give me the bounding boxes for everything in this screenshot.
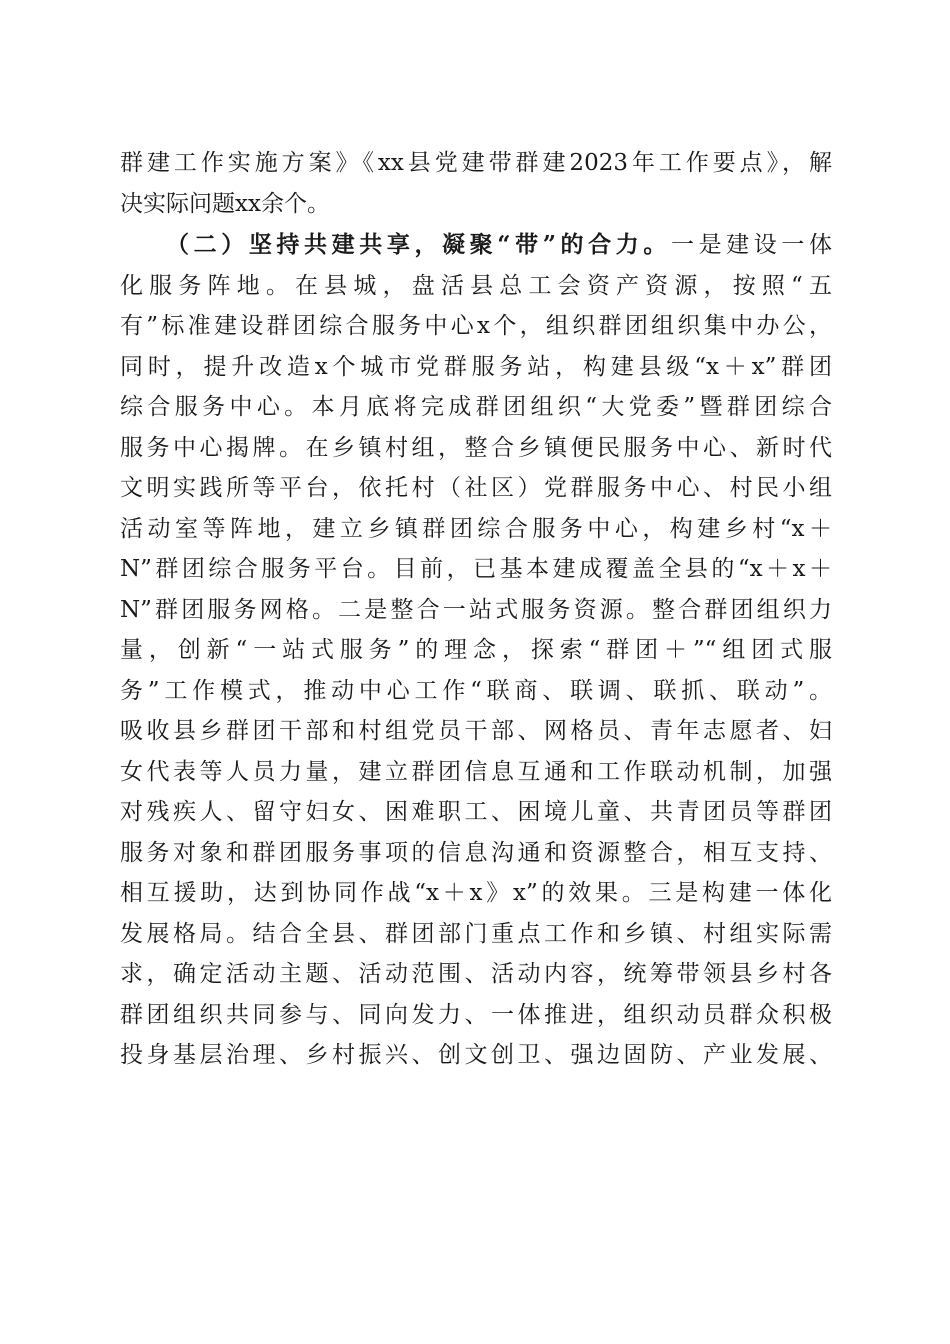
text-line: 同时，提升改造x个城市党群服务站，构建县级“x＋x”群团: [120, 353, 832, 380]
text-line: 求，确定活动主题、活动范围、活动内容，统筹带领县乡村各: [120, 961, 832, 987]
text-line: 群建工作实施方案》《xx县党建带群建2023年工作要点》，解: [120, 150, 832, 176]
paragraph-continuation: [120, 143, 832, 224]
text-line: 发展格局。结合全县、群团部门重点工作和乡镇、村组实际需: [120, 920, 832, 947]
text-line: 有”标准建设群团综合服务中心x个，组织群团组织集中办公，: [120, 313, 832, 339]
text-line: 量，创新“一站式服务”的理念，探索“群团＋”“组团式服: [120, 637, 832, 663]
text-line: 文明实践所等平台，依托村（社区）党群服务中心、村民小组: [120, 475, 832, 501]
section-heading: （二）坚持共建共享，凝聚“带”的合力。: [166, 231, 671, 258]
section-first-line: [120, 225, 832, 266]
text-line: 活动室等阵地，建立乡镇群团综合服务中心，构建乡村“x＋: [120, 515, 832, 542]
text-run: 一是建设一体: [670, 232, 832, 258]
text-line: 群团组织共同参与、同向发力、一体推进，组织动员群众积极: [120, 1001, 832, 1028]
text-line: 吸收县乡群团干部和村组党员干部、网格员、青年志愿者、妇: [120, 718, 832, 744]
text-line: N”群团服务网格。二是整合一站式服务资源。整合群团组织力: [120, 596, 832, 623]
text-line: 相互援助，达到协同作战“x＋x》x”的效果。三是构建一体化: [120, 880, 832, 906]
text-line: 对残疾人、留守妇女、困难职工、困境儿童、共青团员等群团: [120, 799, 832, 825]
text-line: N”群团综合服务平台。目前，已基本建成覆盖全县的“x＋x＋: [120, 556, 832, 582]
text-line: 决实际问题xx余个。: [120, 190, 330, 217]
text-line: 综合服务中心。本月底将完成群团组织“大党委”暨群团综合: [120, 394, 832, 420]
text-line: 服务中心揭牌。在乡镇村组，整合乡镇便民服务中心、新时代: [120, 434, 832, 461]
text-line: 务”工作模式，推动中心工作“联商、联调、联抓、联动”。: [120, 677, 832, 704]
text-line: 化服务阵地。在县城，盘活县总工会资产资源，按照“五: [120, 272, 832, 299]
section-paragraph: [120, 225, 832, 1076]
text-line: 投身基层治理、乡村振兴、创文创卫、强边固防、产业发展、: [120, 1042, 832, 1068]
text-line: 女代表等人员力量，建立群团信息互通和工作联动机制，加强: [120, 758, 832, 785]
text-line: 服务对象和群团服务事项的信息沟通和资源整合，相互支持、: [120, 839, 832, 866]
